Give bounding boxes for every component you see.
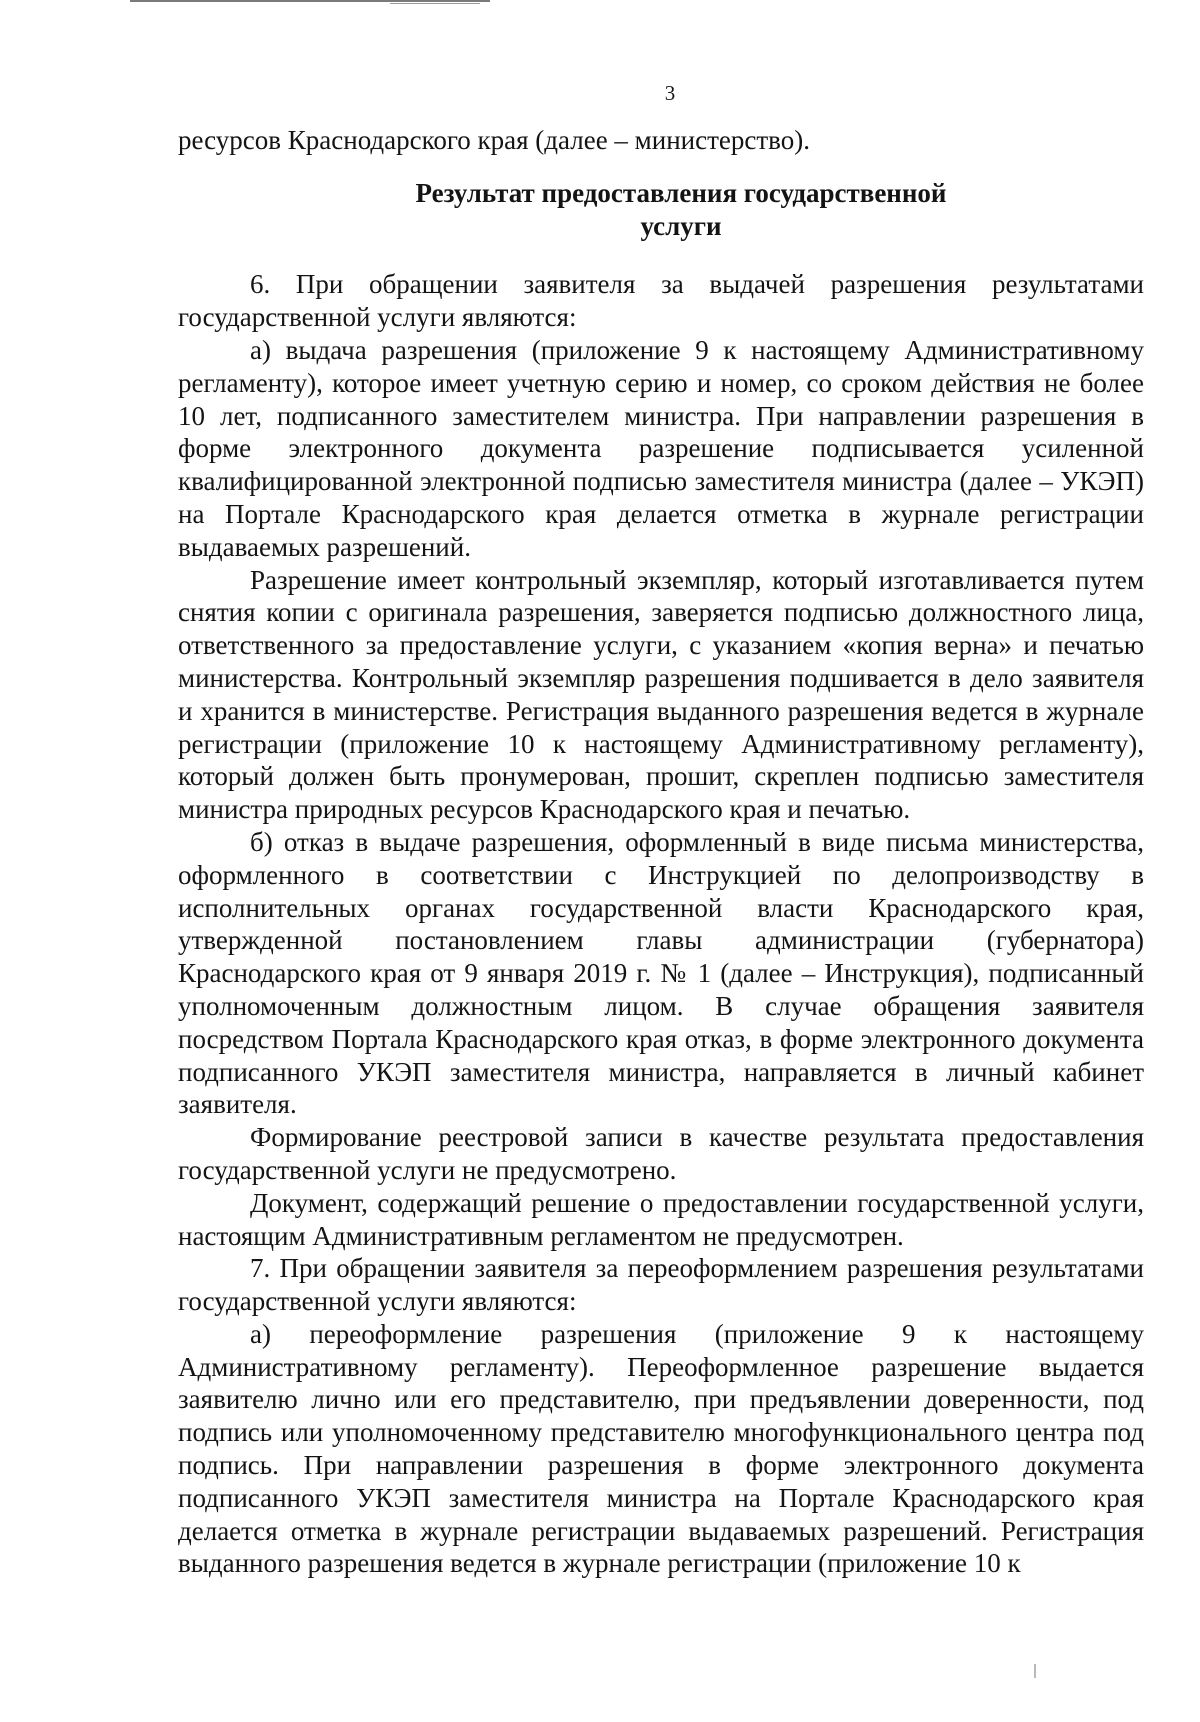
paragraph-7a: а) переоформление разрешения (приложение 9 к настоящему Административному регламенту). Переоформленное разрешение выдается заявителю лично или его представителю, при предъявлении доверенности, под подпись или уполномоченному представителю многофункционального центра под подпись. При направлении разрешения в форме электронного документа подписанного УКЭП заместителя министра на Портале Краснодарского края делается отметка в журнале регистрации выдаваемых разрешений. Регистрация выданного разрешения ведется в журнале регистрации (приложение 10 к	[178, 1318, 1144, 1579]
paragraph-control-copy: Разрешение имеет контрольный экземпляр, который изготавливается путем снятия копии с оригинала разрешения, заверяется подписью должностного лица, ответственного за предоставление услуги, с указанием «копия верна» и печатью министерства. Контрольный экземпляр разрешения подшивается в дело заявителя и хранится в министерстве. Регистрация выданного разрешения ведется в журнале регистрации (приложение 10 к настоящему Административному регламенту), который должен быть пронумерован, прошит, скреплен подписью заместителя министра природных ресурсов Краснодарского края и печатью.	[178, 564, 1144, 825]
paragraph-item-6: 6. При обращении заявителя за выдачей разрешения результатами государственной услуги являются:	[178, 269, 1144, 333]
paragraph-item-7: 7. При обращении заявителя за переоформлением разрешения результатами государственной услуги являются:	[178, 1253, 1144, 1317]
document-body	[178, 124, 1144, 1580]
paragraph-registry-record: Формирование реестровой записи в качестве результата предоставления государственной услуги не предусмотрено.	[178, 1122, 1144, 1185]
paragraph-decision-document: Документ, содержащий решение о предоставлении государственной услуги, настоящим Административным регламентом не предусмотрен.	[178, 1187, 1144, 1251]
scan-edge-line-secondary	[390, 3, 480, 4]
section-heading-line-2: услуги	[640, 210, 722, 241]
section-heading	[178, 177, 1144, 243]
section-heading-line-1: Результат предоставления государственной	[415, 177, 947, 208]
scan-edge-line	[130, 0, 490, 2]
page-number: 3	[664, 81, 676, 105]
intro-line: ресурсов Краснодарского края (далее – министерство).	[178, 125, 810, 155]
paragraph-6a: а) выдача разрешения (приложение 9 к настоящему Административному регламенту), которое имеет учетную серию и номер, со сроком действия не более 10 лет, подписанного заместителем министра. При направлении разрешения в форме электронного документа разрешение подписывается усиленной квалифицированной электронной подписью заместителя министра (далее – УКЭП) на Портале Краснодарского края делается отметка в журнале регистрации выдаваемых разрешений.	[178, 334, 1144, 562]
scan-mark	[1034, 1664, 1036, 1678]
paragraph-6b: б) отказ в выдаче разрешения, оформленный в виде письма министерства, оформленного в соответствии с Инструкцией по делопроизводству в исполнительных органах государственной власти Краснодарского края, утвержденной постановлением главы администрации (губернатора) Краснодарского края от 9 января 2019 г. № 1 (далее – Инструкция), подписанный уполномоченным должностным лицом. В случае обращения заявителя посредством Портала Краснодарского края отказ, в форме электронного документа подписанного УКЭП заместителя министра, направляется в личный кабинет заявителя.	[178, 826, 1144, 1120]
